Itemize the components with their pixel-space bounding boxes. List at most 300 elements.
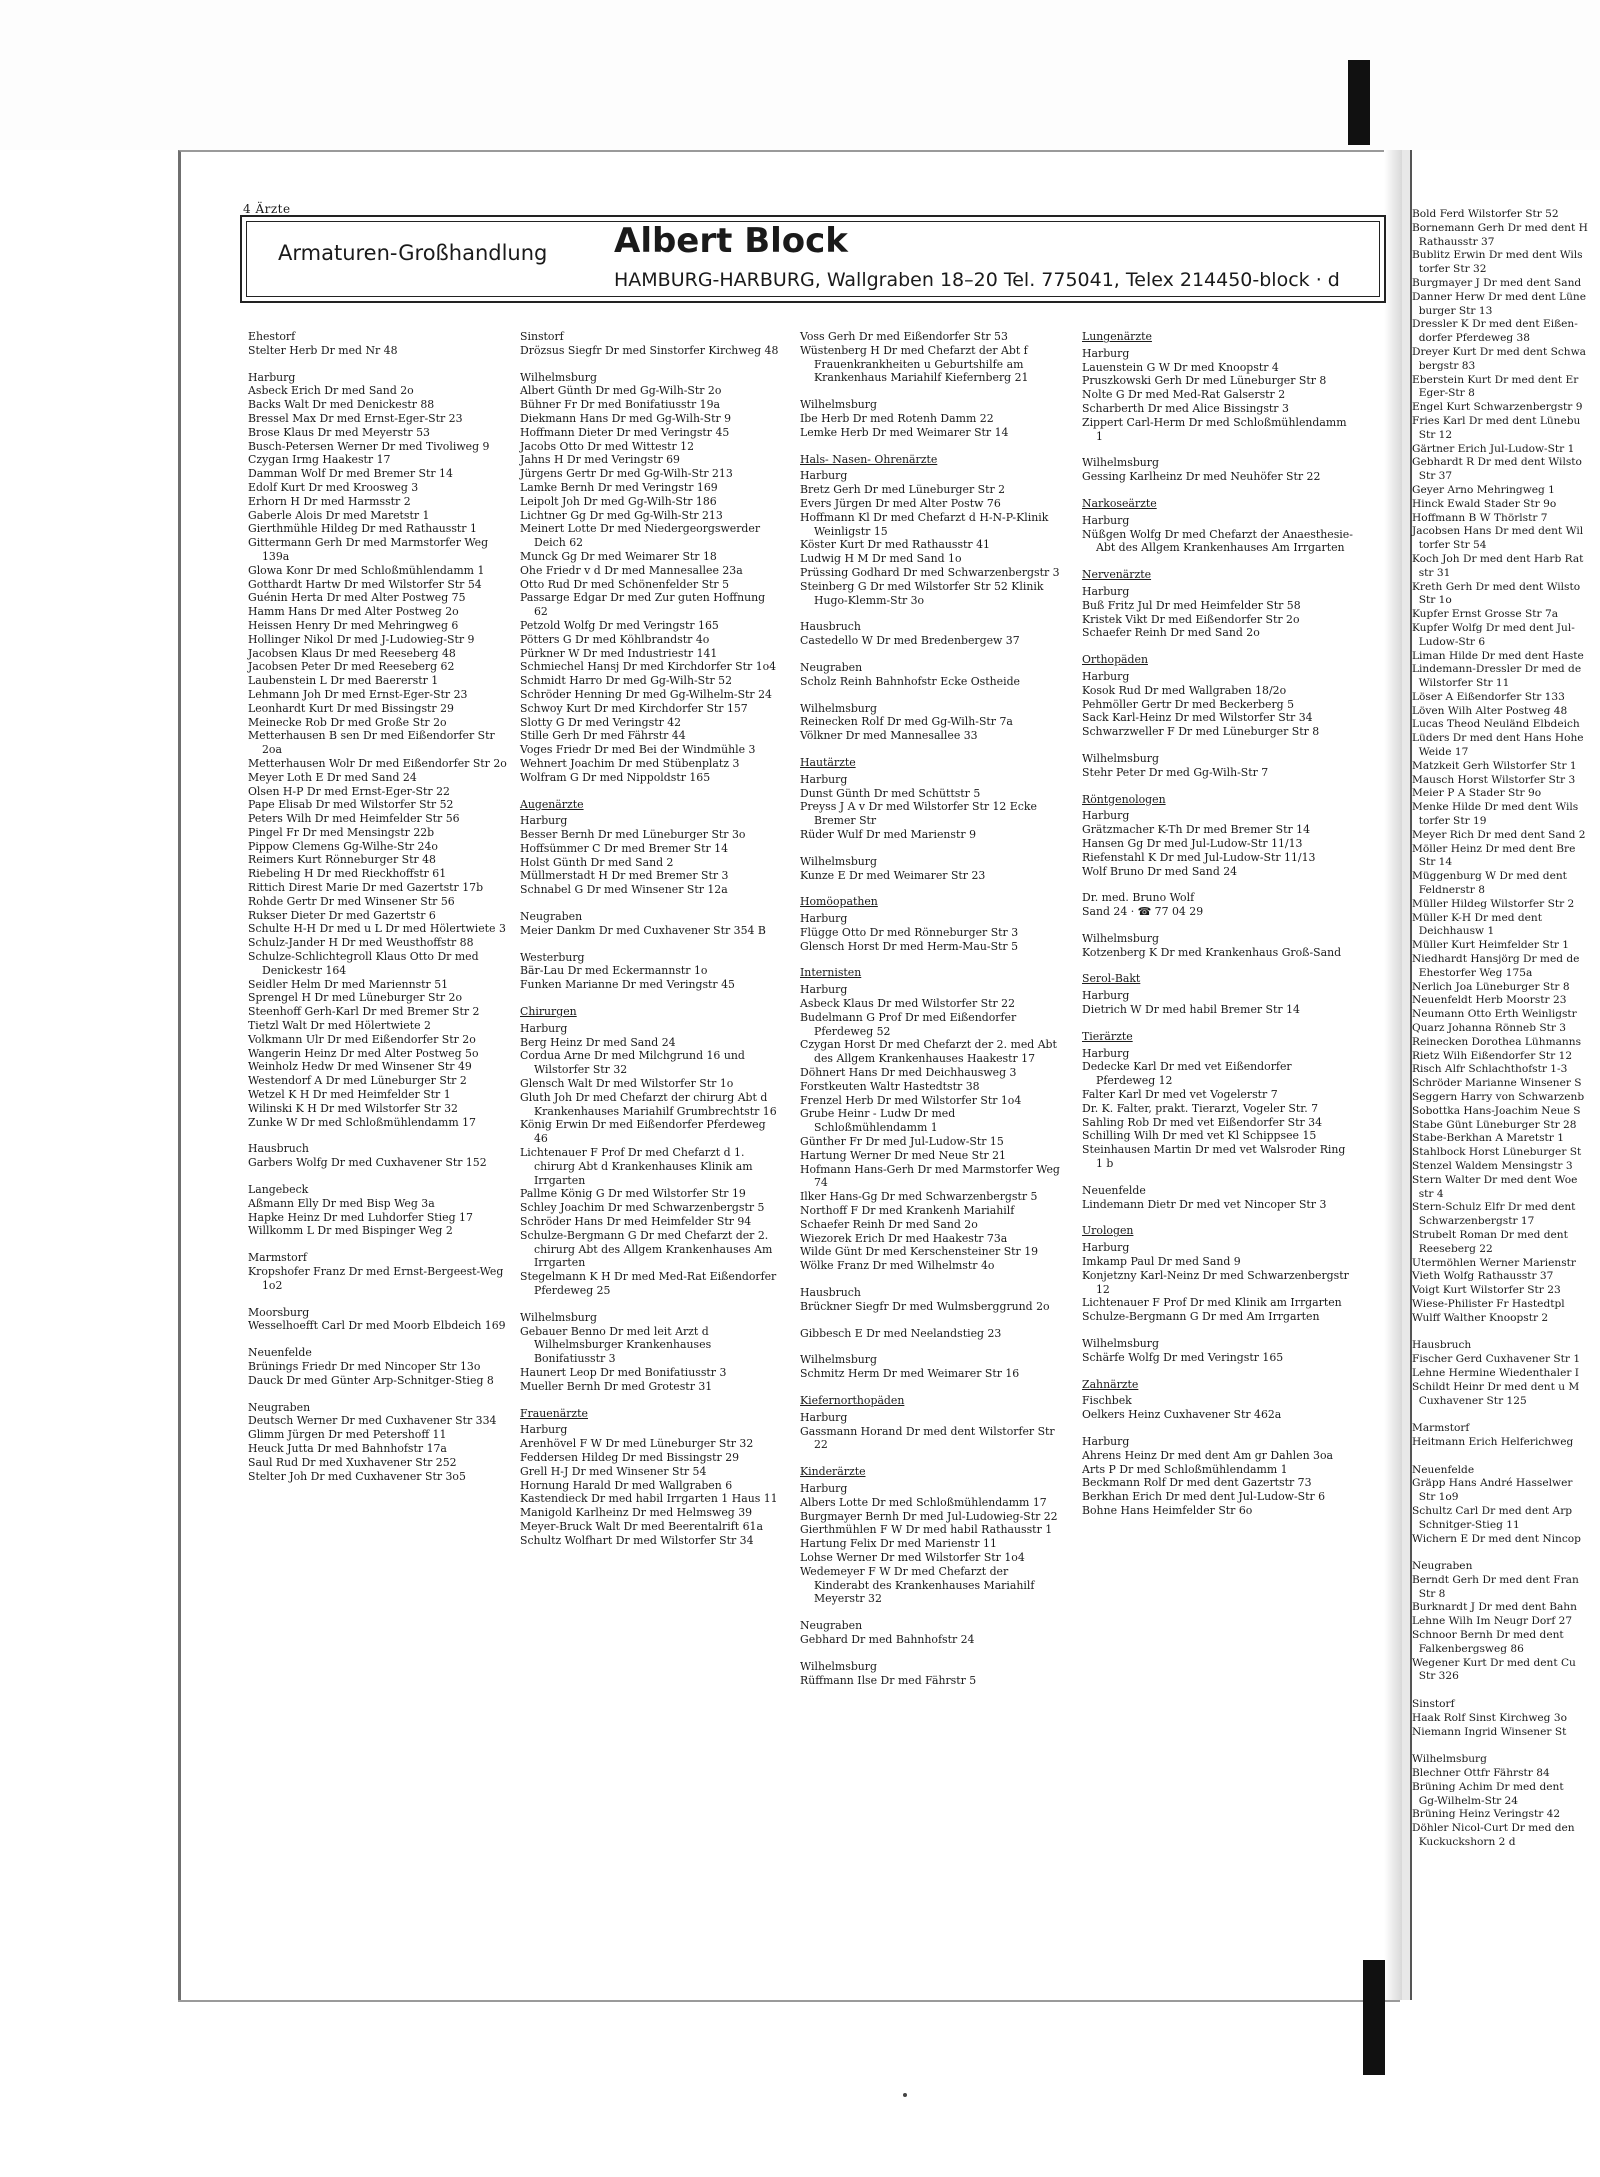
directory-block [248, 1183, 508, 1238]
directory-entry: Gebauer Benno Dr med leit Arzt d Wilhelmsburger Krankenhauses Bonifatiusstr 3 [520, 1324, 712, 1366]
directory-entry: Wölke Franz Dr med Wilhelmstr 4o [800, 1259, 995, 1273]
directory-entry: Köster Kurt Dr med Rathausstr 41 [800, 538, 990, 552]
directory-entry: Ohe Friedr v d Dr med Mannesallee 23a [520, 563, 743, 577]
directory-entry: Günther Fr Dr med Jul-Ludow-Str 15 [800, 1135, 1004, 1149]
directory-block [1082, 752, 1354, 780]
directory-entry: Schwarzweller F Dr med Lüneburger Str 8 [1082, 725, 1320, 739]
adjacent-page-line: torfer Str 54 [1412, 539, 1487, 552]
directory-block [800, 1353, 1060, 1381]
adjacent-page-line: Neumann Otto Erth Weinligstr [1412, 1008, 1577, 1021]
directory-column-3 [800, 330, 1060, 1700]
directory-entry: Nolte G Dr med Med-Rat Galserstr 2 [1082, 388, 1286, 402]
directory-entry: Schröder Henning Dr med Gg-Wilhelm-Str 24 [520, 687, 772, 701]
adjacent-page-line: Blechner Ottfr Fährstr 84 [1412, 1767, 1550, 1780]
directory-entry: Nüßgen Wolfg Dr med Chefarzt der Anaesthesie-Abt des Allgem Krankenhauses Am Irrgarten [1082, 527, 1353, 555]
adjacent-page-line: bergstr 83 [1412, 359, 1476, 372]
directory-entry: Preyss J A v Dr med Wilstorfer Str 12 Ecke Bremer Str [800, 800, 1037, 828]
district-heading: Harburg [248, 370, 296, 384]
specialty-heading: Homöopathen [800, 895, 878, 909]
directory-entry: Hansen Gg Dr med Jul-Ludow-Str 11/13 [1082, 836, 1303, 850]
adjacent-page-line: Schnitger-Stieg 11 [1412, 1518, 1520, 1531]
directory-entry: Schilling Wilh Dr med vet Kl Schippsee 15 [1082, 1129, 1317, 1143]
directory-entry: Otto Rud Dr med Schönenfelder Str 5 [520, 577, 730, 591]
directory-entry: Pürkner W Dr med Industriestr 141 [520, 646, 718, 660]
directory-block [800, 1660, 1060, 1688]
district-heading: Harburg [1082, 513, 1130, 527]
directory-entry: Willkomm L Dr med Bispinger Weg 2 [248, 1224, 453, 1238]
directory-entry: Lauenstein G W Dr med Knoopstr 4 [1082, 360, 1279, 374]
directory-entry: Sand 24 · ☎ 77 04 29 [1082, 905, 1204, 919]
directory-block [248, 1251, 508, 1292]
directory-entry: Funken Marianne Dr med Veringstr 45 [520, 978, 735, 992]
specialty-heading: Lungenärzte [1082, 330, 1152, 343]
district-heading: Neuenfelde [248, 1346, 312, 1360]
adjacent-page-line: Stern-Schulz Elfr Dr med dent [1412, 1201, 1576, 1214]
directory-entry: Heissen Henry Dr med Mehringweg 6 [248, 618, 459, 632]
adjacent-page-line: Brüning Achim Dr med dent [1412, 1780, 1564, 1793]
directory-entry: Sack Karl-Heinz Dr med Wilstorfer Str 34 [1082, 711, 1313, 725]
directory-entry: Grell H-J Dr med Winsener Str 54 [520, 1464, 707, 1478]
directory-entry: Lindemann Dietr Dr med vet Nincoper Str 3 [1082, 1197, 1327, 1211]
adjacent-page-line: Neuenfelde [1412, 1463, 1475, 1476]
directory-entry: Sahling Rob Dr med vet Eißendorfer Str 34 [1082, 1115, 1323, 1129]
directory-entry: Schulze-Bergmann G Dr med Am Irrgarten [1082, 1310, 1320, 1324]
directory-entry: Garbers Wolfg Dr med Cuxhavener Str 152 [248, 1156, 487, 1170]
directory-entry: Heuck Jutta Dr med Bahnhofstr 17a [248, 1441, 447, 1455]
adjacent-page-line: Str 326 [1412, 1670, 1459, 1683]
directory-entry: Edolf Kurt Dr med Kroosweg 3 [248, 480, 419, 494]
adjacent-page-line: Burknardt J Dr med dent Bahn [1412, 1601, 1577, 1614]
directory-block [1082, 1224, 1354, 1324]
adjacent-page-line: Weide 17 [1412, 746, 1469, 759]
district-heading: Wilhelmsburg [520, 1310, 597, 1324]
directory-entry: Wangerin Heinz Dr med Alter Postweg 5o [248, 1046, 479, 1060]
directory-entry: Tietzl Walt Dr med Hölertwiete 2 [248, 1019, 431, 1033]
directory-entry: Berkhan Erich Dr med dent Jul-Ludow-Str 6 [1082, 1490, 1326, 1504]
directory-entry: Rüffmann Ilse Dr med Fährstr 5 [800, 1673, 977, 1687]
directory-entry: Dedecke Karl Dr med vet Eißendorfer Pferdeweg 12 [1082, 1060, 1292, 1088]
adjacent-page-line: Wilhelmsburg [1412, 1753, 1487, 1766]
directory-entry: Glensch Horst Dr med Herm-Mau-Str 5 [800, 939, 1019, 953]
adjacent-page-line: Müller Hildeg Wilstorfer Str 2 [1412, 897, 1575, 910]
directory-entry: Schmidt Harro Dr med Gg-Wilh-Str 52 [520, 674, 732, 688]
district-heading: Neugraben [800, 1619, 863, 1633]
directory-entry: Kastendieck Dr med habil Irrgarten 1 Haus 11 [520, 1492, 778, 1506]
directory-entry: Bär-Lau Dr med Eckermannstr 1o [520, 964, 708, 978]
directory-entry: Kosok Rud Dr med Wallgraben 18/2o [1082, 683, 1287, 697]
adjacent-page-line: Engel Kurt Schwarzenbergstr 9 [1412, 401, 1583, 414]
adjacent-page-line: Müller Kurt Heimfelder Str 1 [1412, 939, 1570, 952]
directory-block [248, 1306, 508, 1334]
specialty-heading: Kinderärzte [800, 1465, 866, 1479]
district-heading: Neugraben [520, 910, 583, 924]
directory-entry: Deutsch Werner Dr med Cuxhavener Str 334 [248, 1414, 497, 1428]
directory-entry: Rittich Direst Marie Dr med Gazertstr 17b [248, 881, 484, 895]
district-heading: Harburg [800, 772, 848, 786]
adjacent-page-line: Quarz Johanna Rönneb Str 3 [1412, 1022, 1567, 1035]
directory-entry: Pötters G Dr med Köhlbrandstr 4o [520, 632, 710, 646]
adjacent-page-column [1412, 208, 1600, 1850]
directory-entry: Imkamp Paul Dr med Sand 9 [1082, 1255, 1241, 1269]
directory-entry: Hartung Felix Dr med Marienstr 11 [800, 1537, 997, 1551]
directory-entry: Lichtner Gg Dr med Gg-Wilh-Str 213 [520, 508, 723, 522]
directory-entry: Lemke Herb Dr med Weimarer Str 14 [800, 425, 1009, 439]
directory-block [248, 1346, 508, 1387]
adjacent-page-line [1412, 1408, 1600, 1422]
directory-entry: Wetzel K H Dr med Heimfelder Str 1 [248, 1088, 451, 1102]
specialty-heading: Narkoseärzte [1082, 496, 1157, 510]
adjacent-page-line: burger Str 13 [1412, 304, 1493, 317]
directory-entry: Reimers Kurt Rönneburger Str 48 [248, 853, 436, 867]
district-heading: Harburg [1082, 1046, 1130, 1060]
directory-entry: Bressel Max Dr med Ernst-Eger-Str 23 [248, 411, 463, 425]
adjacent-page-line: Bold Ferd Wilstorfer Str 52 [1412, 208, 1559, 220]
directory-block [800, 1465, 1060, 1606]
directory-entry: Schwoy Kurt Dr med Kirchdorfer Str 157 [520, 701, 748, 715]
directory-entry: Meier Dankm Dr med Cuxhavener Str 354 B [520, 923, 766, 937]
specialty-heading: Chirurgen [520, 1005, 577, 1019]
ad-business-type: Armaturen-Großhandlung [278, 241, 548, 265]
district-heading: Hausbruch [248, 1142, 309, 1156]
adjacent-page-line: dorfer Pferdeweg 38 [1412, 332, 1530, 345]
district-heading: Wilhelmsburg [800, 1659, 877, 1673]
directory-entry: Grätzmacher K-Th Dr med Bremer Str 14 [1082, 823, 1310, 837]
specialty-heading: Hals- Nasen- Ohrenärzte [800, 452, 938, 466]
directory-entry: Bühner Fr Dr med Bonifatiusstr 19a [520, 398, 721, 412]
specialty-heading: Frauenärzte [520, 1406, 588, 1420]
adjacent-page-line: Sinstorf [1412, 1698, 1455, 1711]
directory-entry: Guénin Herta Dr med Alter Postweg 75 [248, 591, 466, 605]
adjacent-page-line: Heitmann Erich Helferichweg [1412, 1435, 1574, 1448]
directory-entry: Rukser Dieter Dr med Gazertstr 6 [248, 908, 436, 922]
directory-entry: Stehr Peter Dr med Gg-Wilh-Str 7 [1082, 765, 1269, 779]
directory-entry: Mueller Bernh Dr med Grotestr 31 [520, 1379, 713, 1393]
directory-entry: Gibbesch E Dr med Neelandstieg 23 [800, 1326, 1002, 1340]
directory-entry: Castedello W Dr med Bredenbergew 37 [800, 634, 1020, 648]
directory-entry: Gebhard Dr med Bahnhofstr 24 [800, 1632, 975, 1646]
directory-entry: Gierthmühlen F W Dr med habil Rathausstr 1 [800, 1523, 1053, 1537]
specialty-heading: Serol-Bakt [1082, 972, 1141, 986]
district-heading: Hausbruch [800, 620, 861, 634]
ad-company-name: Albert Block [614, 221, 848, 261]
adjacent-page-line: Vieth Wolfg Rathausstr 37 [1412, 1270, 1554, 1283]
adjacent-page-line: Rietz Wilh Eißendorfer Str 12 [1412, 1049, 1573, 1062]
adjacent-page-line: Neuenfeldt Herb Moorstr 23 [1412, 994, 1567, 1007]
adjacent-page-line: Lindemann-Dressler Dr med de [1412, 663, 1582, 676]
directory-block [248, 1401, 508, 1484]
district-heading: Wilhelmsburg [800, 701, 877, 715]
adjacent-page-line: Wilstorfer Str 11 [1412, 677, 1510, 690]
directory-entry: Ludwig H M Dr med Sand 1o [800, 552, 962, 566]
directory-entry: Hofmann Hans-Gerh Dr med Marmstorfer Weg 74 [800, 1162, 1060, 1190]
district-heading: Harburg [800, 1410, 848, 1424]
adjacent-page-line: Wiese-Philister Fr Hastedtpl [1412, 1297, 1565, 1310]
adjacent-page-line: Löven Wilh Alter Postweg 48 [1412, 704, 1568, 717]
directory-entry: Glimm Jürgen Dr med Petershoff 11 [248, 1428, 447, 1442]
directory-block [520, 1311, 780, 1394]
adjacent-page-line: Stern Walter Dr med dent Woe [1412, 1173, 1578, 1186]
directory-entry: Lohse Werner Dr med Wilstorfer Str 1o4 [800, 1550, 1025, 1564]
district-heading: Neuenfelde [1082, 1183, 1146, 1197]
directory-entry: Wehnert Joachim Dr med Stübenplatz 3 [520, 756, 740, 770]
directory-entry: Erhorn H Dr med Harmsstr 2 [248, 494, 411, 508]
adjacent-page-line: Lehne Wilh Im Neugr Dorf 27 [1412, 1615, 1573, 1628]
directory-entry: Ahrens Heinz Dr med dent Am gr Dahlen 3oa [1082, 1448, 1334, 1462]
adjacent-page-line: Matzkeit Gerh Wilstorfer Str 1 [1412, 759, 1577, 772]
ad-address: HAMBURG-HARBURG, Wallgraben 18–20 Tel. 775041, Telex 214450-block · d [614, 269, 1340, 291]
directory-entry: Kunze E Dr med Weimarer Str 23 [800, 868, 986, 882]
adjacent-page-line: Reeseberg 22 [1412, 1242, 1493, 1255]
directory-entry: Gessing Karlheinz Dr med Neuhöfer Str 22 [1082, 470, 1321, 484]
district-heading: Marmstorf [248, 1251, 307, 1265]
directory-block [800, 1327, 1060, 1341]
specialty-heading: Röntgenologen [1082, 792, 1166, 806]
directory-entry: Laubenstein L Dr med Baererstr 1 [248, 674, 439, 688]
adjacent-page-line: Str 1o [1412, 594, 1452, 607]
directory-block [1082, 1378, 1354, 1422]
district-heading: Ehestorf [248, 330, 296, 343]
directory-entry: Pruszkowski Gerh Dr med Lüneburger Str 8 [1082, 374, 1327, 388]
district-heading: Wilhelmsburg [800, 398, 877, 412]
directory-block [800, 1619, 1060, 1647]
adjacent-page-line [1412, 1739, 1600, 1753]
directory-entry: Schaefer Reinh Dr med Sand 2o [800, 1217, 978, 1231]
directory-entry: Buß Fritz Jul Dr med Heimfelder Str 58 [1082, 598, 1301, 612]
directory-entry: Wiezorek Erich Dr med Haakestr 73a [800, 1231, 1008, 1245]
directory-entry: Konjetzny Karl-Neinz Dr med Schwarzenbergstr 12 [1082, 1268, 1349, 1296]
directory-block [1082, 1030, 1354, 1171]
adjacent-page-line: Liman Hilde Dr med dent Haste [1412, 649, 1584, 662]
directory-block [800, 453, 1060, 608]
adjacent-page-line: Gräpp Hans André Hasselwer [1412, 1477, 1573, 1490]
adjacent-page-line: Kuckuckshorn 2 d [1412, 1836, 1516, 1849]
directory-entry: Zippert Carl-Herm Dr med Schloßmühlendamm 1 [1082, 415, 1347, 443]
directory-entry: Cordua Arne Dr med Milchgrund 16 und Wilstorfer Str 32 [520, 1049, 745, 1077]
directory-entry: Flügge Otto Dr med Rönneburger Str 3 [800, 925, 1019, 939]
adjacent-page-line: Stenzel Waldem Mensingstr 3 [1412, 1159, 1573, 1172]
directory-entry: Arts P Dr med Schloßmühlendamm 1 [1082, 1462, 1288, 1476]
directory-entry: Peters Wilh Dr med Heimfelder Str 56 [248, 812, 460, 826]
directory-entry: Grube Heinr - Ludw Dr med Schloßmühlendamm 1 [800, 1107, 956, 1135]
adjacent-page-line: Mausch Horst Wilstorfer Str 3 [1412, 773, 1576, 786]
directory-entry: Olsen H-P Dr med Ernst-Eger-Str 22 [248, 784, 450, 798]
district-heading: Wilhelmsburg [800, 854, 877, 868]
adjacent-page-line: Feldnerstr 8 [1412, 884, 1485, 897]
adjacent-page-line: Schultz Carl Dr med dent Arp [1412, 1504, 1573, 1517]
adjacent-page-line: Stahlbock Horst Lüneburger St [1412, 1146, 1582, 1159]
directory-block [520, 371, 780, 785]
adjacent-page-line: Danner Herw Dr med dent Lüne [1412, 290, 1587, 303]
directory-entry: Albers Lotte Dr med Schloßmühlendamm 17 [800, 1495, 1047, 1509]
directory-entry: Hartung Werner Dr med Neue Str 21 [800, 1148, 1006, 1162]
directory-entry: Zunke W Dr med Schloßmühlendamm 17 [248, 1115, 476, 1129]
directory-entry: Schulz-Jander H Dr med Weusthoffstr 88 [248, 936, 474, 950]
directory-entry: Jürgens Gertr Dr med Gg-Wilh-Str 213 [520, 467, 733, 481]
directory-entry: Hoffmann Kl Dr med Chefarzt d H-N-P-Klinik Weinligstr 15 [800, 510, 1049, 538]
directory-entry: Rüder Wulf Dr med Marienstr 9 [800, 827, 976, 841]
directory-entry: Döhnert Hans Dr med Deichhausweg 3 [800, 1066, 1017, 1080]
directory-entry: Meyer-Bruck Walt Dr med Beerentalrift 61a [520, 1519, 763, 1533]
adjacent-page-line: Fischer Gerd Cuxhavener Str 1 [1412, 1353, 1581, 1366]
directory-entry: Passarge Edgar Dr med Zur guten Hoffnung 62 [520, 591, 766, 619]
directory-entry: Czygan Horst Dr med Chefarzt der 2. med Abt des Allgem Krankenhauses Haakestr 17 [800, 1038, 1057, 1066]
adjacent-page-line: str 31 [1412, 566, 1451, 579]
directory-entry: Burgmayer Bernh Dr med Jul-Ludowieg-Str 22 [800, 1509, 1058, 1523]
directory-entry: Lichtenauer F Prof Dr med Chefarzt d 1. chirurg Abt d Krankenhauses Klinik am Irrgarten [520, 1146, 753, 1187]
directory-block [1082, 1435, 1354, 1518]
directory-entry: Lichtenauer F Prof Dr med Klinik am Irrgarten [1082, 1296, 1342, 1310]
adjacent-page-line: Stabe Günt Lüneburger Str 28 [1412, 1118, 1577, 1131]
directory-entry: Manigold Karlheinz Dr med Helmsweg 39 [520, 1506, 753, 1520]
adjacent-page-line: Stabe-Berkhan A Maretstr 1 [1412, 1132, 1564, 1145]
adjacent-page-line: Cuxhavener Str 125 [1412, 1394, 1527, 1407]
directory-entry: Wilinski K H Dr med Wilstorfer Str 32 [248, 1101, 458, 1115]
directory-entry: Meinert Lotte Dr med Niedergeorgswerder Deich 62 [520, 522, 761, 550]
directory-entry: Frenzel Herb Dr med Wilstorfer Str 1o4 [800, 1093, 1022, 1107]
directory-entry: Prüssing Godhard Dr med Schwarzenbergstr 3 [800, 565, 1060, 579]
advertisement-box [240, 215, 1386, 303]
district-heading: Neugraben [248, 1400, 311, 1414]
district-heading: Harburg [520, 1423, 568, 1437]
adjacent-page-line: Koch Joh Dr med dent Harb Rat [1412, 552, 1584, 565]
specialty-heading: Kiefernorthopäden [800, 1394, 905, 1407]
adjacent-page-line: Str 12 [1412, 428, 1453, 441]
directory-entry: Glowa Konr Dr med Schloßmühlendamm 1 [248, 563, 485, 577]
adjacent-page-line: Nerlich Joa Lüneburger Str 8 [1412, 980, 1570, 993]
district-heading: Harburg [1082, 1435, 1130, 1448]
adjacent-page-line: Haak Rolf Sinst Kirchweg 3o [1412, 1711, 1567, 1724]
directory-entry: Bretz Gerh Dr med Lüneburger Str 2 [800, 483, 1006, 497]
directory-block [1082, 891, 1354, 919]
adjacent-page-line: Dreyer Kurt Dr med dent Schwa [1412, 345, 1586, 358]
directory-entry: Gierthmühle Hildeg Dr med Rathausstr 1 [248, 522, 477, 536]
adjacent-page-line: Lehne Hermine Wiedenthaler I [1412, 1366, 1579, 1379]
adjacent-page-line: Hoffmann B W Thörlstr 7 [1412, 511, 1548, 524]
directory-entry: Oelkers Heinz Cuxhavener Str 462a [1082, 1408, 1282, 1422]
directory-entry: Asbeck Erich Dr med Sand 2o [248, 384, 414, 398]
directory-entry: Lamke Bernh Dr med Veringstr 169 [520, 480, 718, 494]
adjacent-page-line: Hausbruch [1412, 1339, 1472, 1352]
directory-entry: Steenhoff Gerh-Karl Dr med Bremer Str 2 [248, 1005, 480, 1019]
adjacent-page-line: Burgmayer J Dr med dent Sand [1412, 276, 1582, 289]
district-heading: Harburg [800, 469, 848, 483]
directory-block [800, 661, 1060, 689]
directory-entry: Müllmerstadt H Dr med Bremer Str 3 [520, 869, 729, 883]
directory-entry: Stelter Herb Dr med Nr 48 [248, 343, 398, 357]
page-bottom-edge [178, 2000, 1400, 2002]
directory-block [800, 966, 1060, 1273]
directory-entry: Saul Rud Dr med Xuxhavener Str 252 [248, 1455, 457, 1469]
directory-entry: Schulte H-H Dr med u L Dr med Hölertwiete 3 [248, 922, 506, 936]
directory-entry: Schnabel G Dr med Winsener Str 12a [520, 883, 728, 897]
directory-entry: Jahns H Dr med Veringstr 69 [520, 453, 680, 467]
adjacent-page-line: Gebhardt R Dr med dent Wilsto [1412, 456, 1582, 469]
adjacent-page-line: Menke Hilde Dr med dent Wils [1412, 801, 1579, 814]
adjacent-page-line: str 4 [1412, 1187, 1444, 1200]
directory-entry: Diekmann Hans Dr med Gg-Wilh-Str 9 [520, 411, 732, 425]
directory-entry: Lehmann Joh Dr med Ernst-Eger-Str 23 [248, 687, 468, 701]
directory-entry: Meinecke Rob Dr med Große Str 2o [248, 715, 447, 729]
directory-entry: Stegelmann K H Dr med Med-Rat Eißendorfer Pferdeweg 25 [520, 1270, 777, 1297]
adjacent-page-line: Jacobsen Hans Dr med dent Wil [1412, 525, 1584, 538]
directory-entry: Beckmann Rolf Dr med dent Gazertstr 73 [1082, 1476, 1312, 1490]
directory-entry: Hornung Harald Dr med Wallgraben 6 [520, 1478, 733, 1492]
district-heading: Wilhelmsburg [1082, 456, 1159, 470]
directory-entry: Scharberth Dr med Alice Bissingstr 3 [1082, 401, 1289, 415]
adjacent-page-line: Bornemann Gerh Dr med dent H [1412, 221, 1588, 234]
adjacent-page-line: Meyer Rich Dr med dent Sand 2 [1412, 828, 1586, 841]
adjacent-page-line: Marmstorf [1412, 1422, 1470, 1435]
directory-block [248, 330, 508, 358]
directory-entry: Dunst Günth Dr med Schüttstr 5 [800, 786, 981, 800]
directory-entry: Sprengel H Dr med Lüneburger Str 2o [248, 991, 462, 1005]
adjacent-page-line [1412, 1684, 1600, 1698]
directory-block [248, 371, 508, 1130]
adjacent-page-line: Falkenbergsweg 86 [1412, 1642, 1524, 1655]
directory-entry: Schultz Wolfhart Dr med Wilstorfer Str 34 [520, 1533, 754, 1547]
adjacent-page-line: Lüders Dr med dent Hans Hohe [1412, 732, 1584, 745]
adjacent-page-line: torfer Str 32 [1412, 263, 1487, 276]
directory-entry: Steinhausen Martin Dr med vet Walsroder Ring 1 b [1082, 1143, 1346, 1171]
directory-block [1082, 497, 1354, 555]
specialty-heading: Urologen [1082, 1224, 1134, 1238]
directory-entry: Falter Karl Dr med vet Vogelerstr 7 [1082, 1088, 1278, 1102]
adjacent-page-line [1412, 1546, 1600, 1560]
adjacent-page-line: Niedhardt Hansjörg Dr med de [1412, 953, 1580, 966]
directory-entry: Stille Gerh Dr med Fährstr 44 [520, 729, 686, 743]
specialty-heading: Nervenärzte [1082, 568, 1152, 582]
directory-entry: Wolf Bruno Dr med Sand 24 [1082, 864, 1238, 878]
directory-entry: Gluth Joh Dr med Chefarzt der chirurg Abt d Krankenhauses Mariahilf Grumbrechtstr 16 [520, 1090, 777, 1118]
directory-entry: Hapke Heinz Dr med Luhdorfer Stieg 17 [248, 1210, 473, 1224]
district-heading: Wilhelmsburg [800, 1353, 877, 1367]
adjacent-page-line: Schröder Marianne Winsener S [1412, 1077, 1582, 1090]
directory-entry: Ilker Hans-Gg Dr med Schwarzenbergstr 5 [800, 1190, 1038, 1204]
directory-entry: Brünings Friedr Dr med Nincoper Str 13o [248, 1359, 481, 1373]
adjacent-page-line [1412, 1450, 1600, 1464]
directory-block [800, 1286, 1060, 1314]
directory-block [1082, 1184, 1354, 1212]
specialty-heading: Hautärzte [800, 755, 856, 769]
adjacent-page-line: Berndt Gerh Dr med dent Fran [1412, 1573, 1579, 1586]
scan-speck [903, 2093, 907, 2097]
adjacent-page-line: Fries Karl Dr med dent Lünebu [1412, 414, 1581, 427]
directory-block [1082, 1337, 1354, 1365]
directory-entry: Gittermann Gerh Dr med Marmstorfer Weg 139a [248, 536, 489, 563]
adjacent-page-line: Ludow-Str 6 [1412, 635, 1486, 648]
directory-block [1082, 568, 1354, 640]
directory-entry: Feddersen Hildeg Dr med Bissingstr 29 [520, 1450, 740, 1464]
directory-entry: Forstkeuten Waltr Hastedtstr 38 [800, 1079, 980, 1093]
directory-entry: Leonhardt Kurt Dr med Bissingstr 29 [248, 701, 454, 715]
directory-block [800, 398, 1060, 439]
directory-entry: Kristek Vikt Dr med Eißendorfer Str 2o [1082, 612, 1300, 626]
directory-entry: Weinholz Hedw Dr med Winsener Str 49 [248, 1060, 472, 1074]
directory-entry: Schulze-Schlichtegroll Klaus Otto Dr med Denickestr 164 [248, 950, 479, 977]
directory-entry: Schaefer Reinh Dr med Sand 2o [1082, 626, 1260, 640]
adjacent-page-line: Kupfer Ernst Grosse Str 7a [1412, 608, 1559, 621]
adjacent-page-line: Eger-Str 8 [1412, 387, 1475, 400]
directory-block [800, 895, 1060, 953]
directory-block [520, 798, 780, 898]
directory-block [800, 855, 1060, 883]
directory-entry: Wesselhoefft Carl Dr med Moorb Elbdeich 169 [248, 1319, 506, 1333]
adjacent-page-line: Müller K-H Dr med dent [1412, 911, 1542, 924]
adjacent-page-line: Meier P A Stader Str 9o [1412, 787, 1542, 800]
directory-block [1082, 972, 1354, 1016]
directory-block [800, 620, 1060, 648]
adjacent-page-line: Neugraben [1412, 1560, 1473, 1573]
